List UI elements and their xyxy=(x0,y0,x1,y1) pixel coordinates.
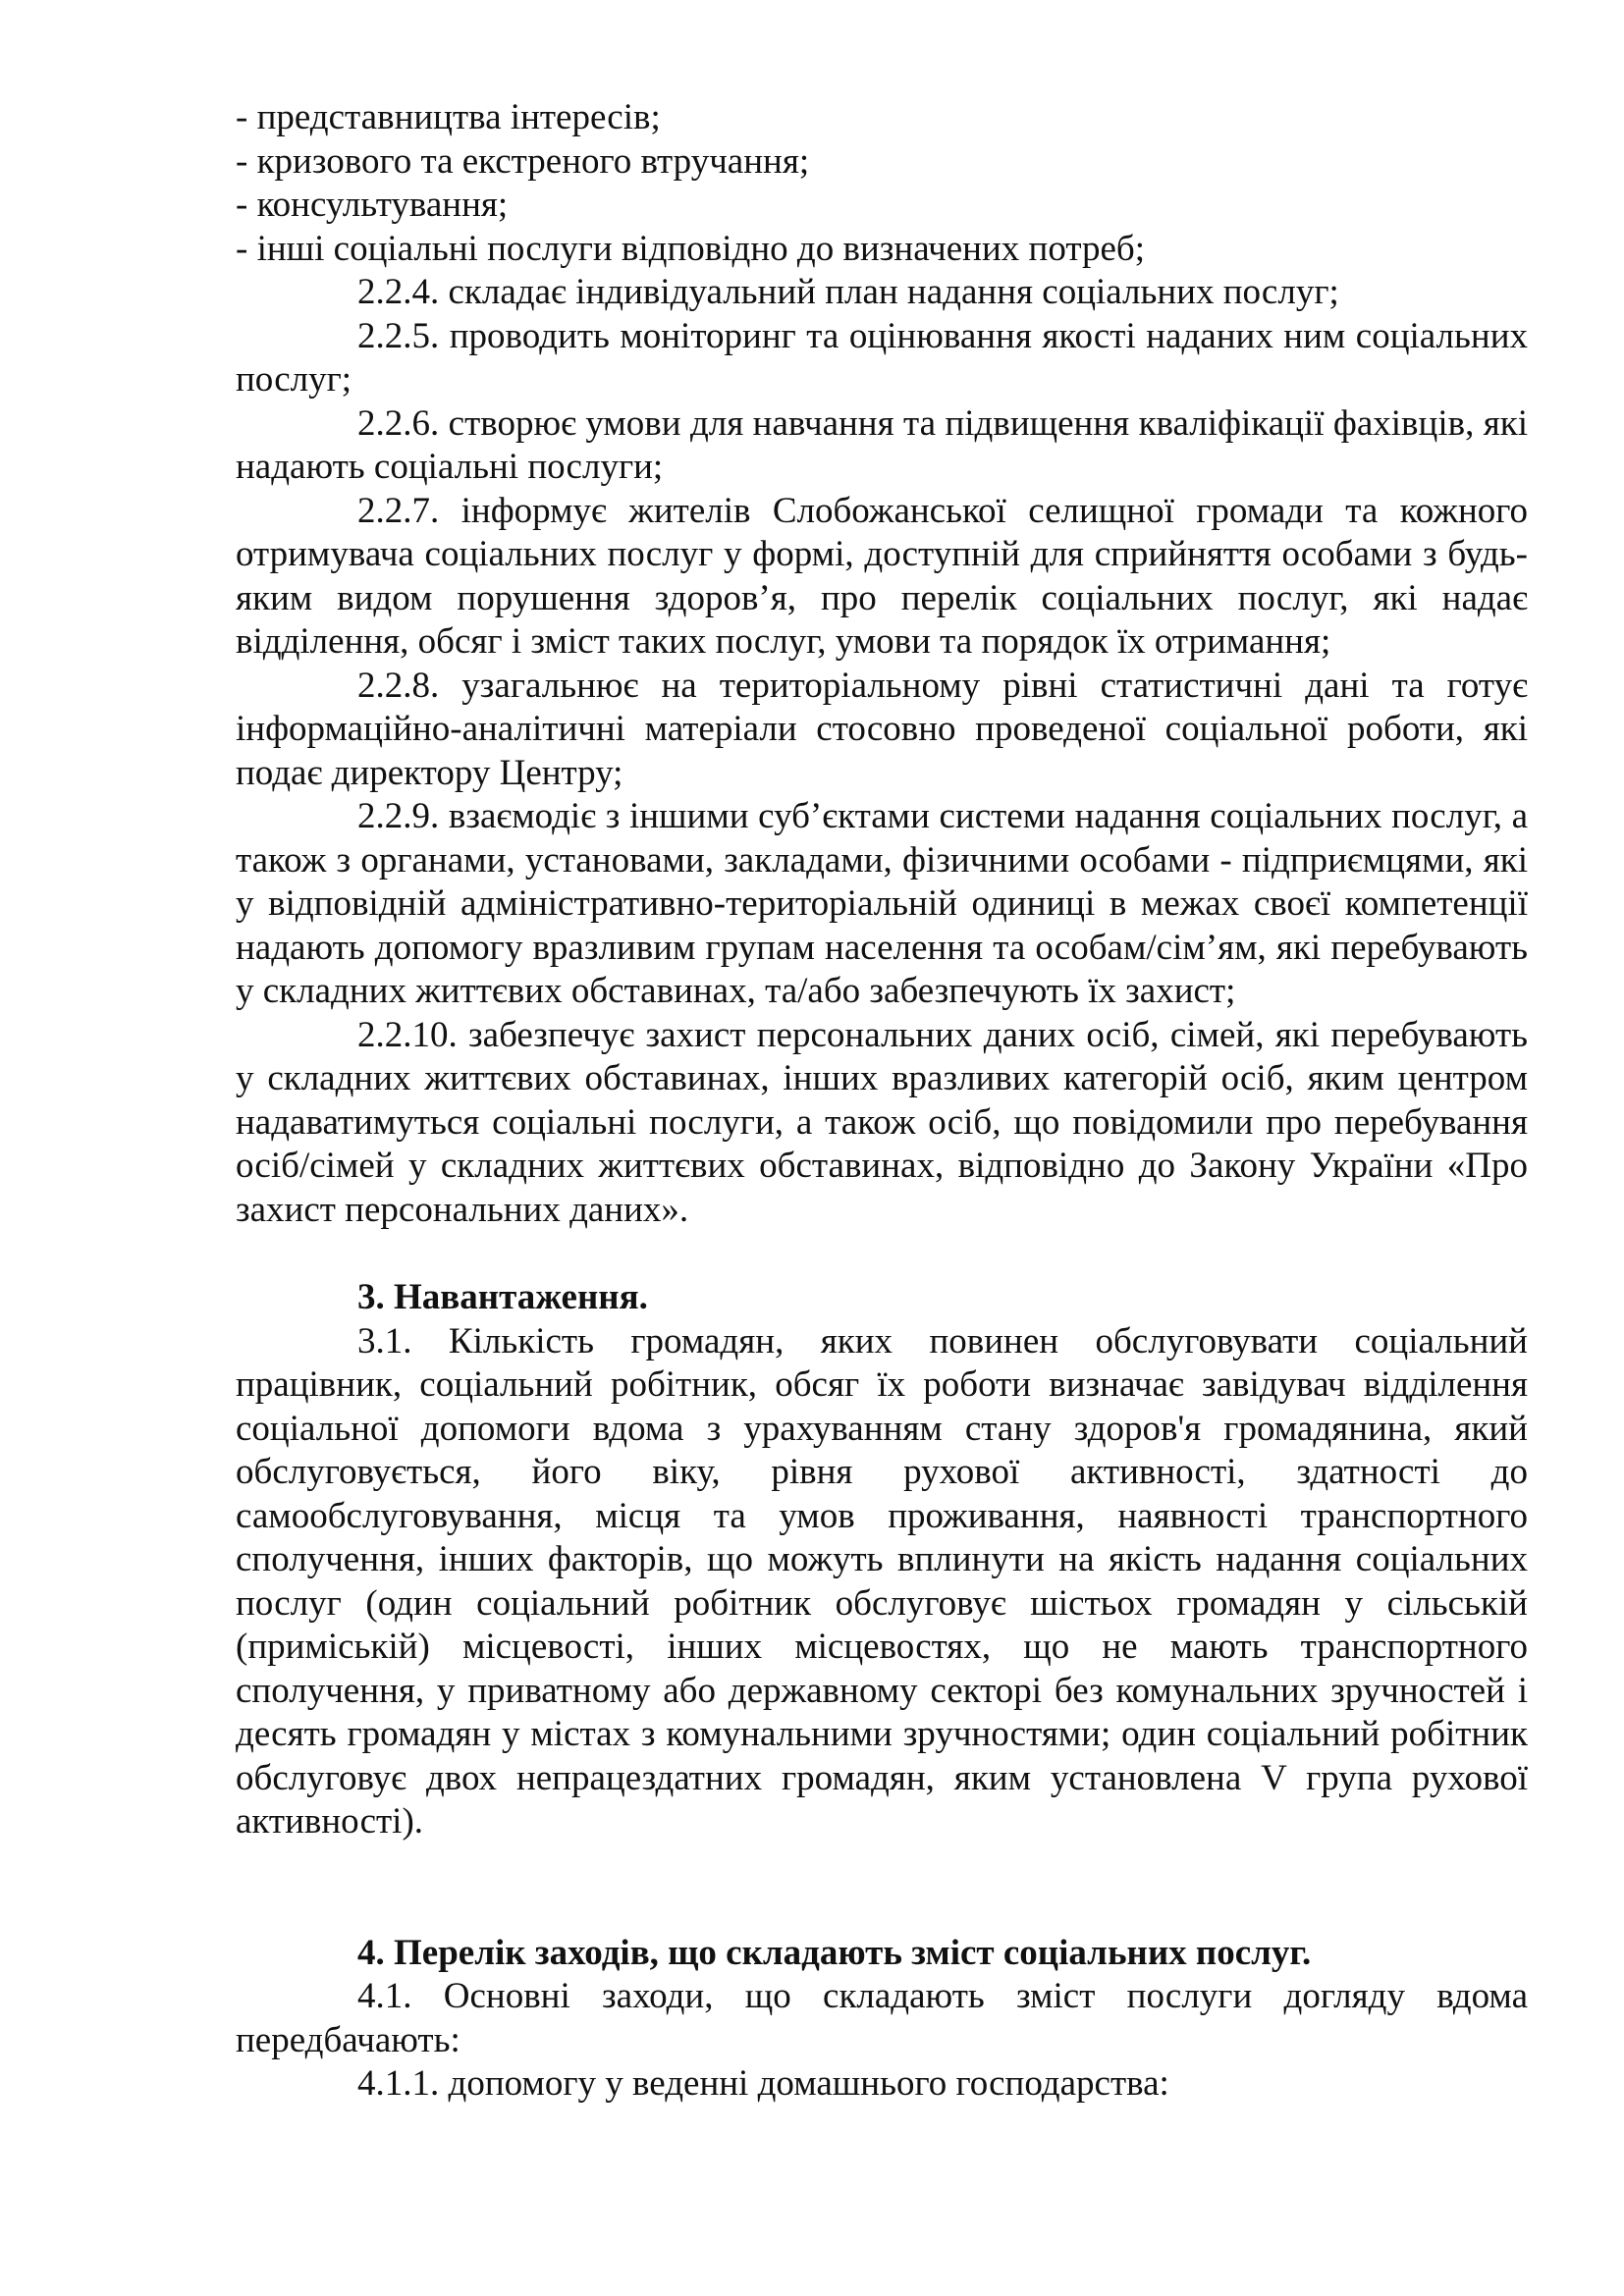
list-item: - представництва інтересів; xyxy=(236,97,661,137)
document-page xyxy=(236,96,1528,2107)
clause-2-2-7: 2.2.7. інформує жителів Слобожанської селищної громади та кожного отримувача соціальних послуг у формі, доступній для сприйняття особами з будь-яким видом порушення здоров’я, про перелік соціальних послуг, які надає відділення, обсяг і зміст таких послуг, умови та порядок їх отримання; xyxy=(236,490,1528,662)
section-3-heading: 3. Навантаження. xyxy=(357,1277,648,1317)
clause-4-1-1: 4.1.1. допомогу у веденні домашнього господарства: xyxy=(357,2063,1169,2104)
clause-2-2-6: 2.2.6. створює умови для навчання та підвищення кваліфікації фахівців, які надають соціальні послуги; xyxy=(236,402,1528,487)
list-item: - кризового та екстреного втручання; xyxy=(236,140,810,182)
list-item: - консультування; xyxy=(236,185,509,225)
section-spacer xyxy=(236,1844,1528,1932)
clause-2-2-9: 2.2.9. взаємодіє з іншими суб’єктами системи надання соціальних послуг, а також з органами, установами, закладами, фізичними особами - підприємцями, які у відповідній адміністративно-територіальній одиниці в межах своєї компетенції надають допомогу вразливим групам населення та особам/сім’ям, які перебувають у складних життєвих обставинах, та/або забезпечують їх захист; xyxy=(236,796,1528,1011)
clause-4-1: 4.1. Основні заходи, що складають зміст послуги догляду вдома передбачають: xyxy=(236,1976,1528,2060)
clause-2-2-8: 2.2.8. узагальнює на територіальному рівні статистичні дані та готує інформаційно-аналітичні матеріали стосовно проведеної соціальної роботи, які подає директору Центру; xyxy=(236,665,1528,793)
list-item: - інші соціальні послуги відповідно до визначених потреб; xyxy=(236,228,1145,269)
clause-2-2-4: 2.2.4. складає індивідуальний план надання соціальних послуг; xyxy=(357,272,1339,312)
clause-2-2-10: 2.2.10. забезпечує захист персональних даних осіб, сімей, які перебувають у складних життєвих обставинах, інших вразливих категорій осіб, яким центром надаватимуться соціальні послуги, а також осіб, що повідомили про перебування осіб/сімей у складних життєвих обставинах, відповідно до Закону України «Про захист персональних даних». xyxy=(236,1014,1528,1230)
section-spacer xyxy=(236,1232,1528,1276)
section-4-heading: 4. Перелік заходів, що складають зміст соціальних послуг. xyxy=(357,1932,1312,1973)
clause-3-1: 3.1. Кількість громадян, яких повинен обслуговувати соціальний працівник, соціальний робітник, обсяг їх роботи визначає завідувач відділення соціальної допомоги вдома з урахуванням стану здоров'я громадянина, який обслуговується, його віку, рівня рухової активності, здатності до самообслуговування, місця та умов проживання, наявності транспортного сполучення, інших факторів, що можуть вплинути на якість надання соціальних послуг (один соціальний робітник обслуговує шістьох громадян у сільській (приміській) місцевості, інших місцевостях, що не мають транспортного сполучення, у приватному або державному секторі без комунальних зручностей і десять громадян у містах з комунальними зручностями; один соціальний робітник обслуговує двох непрацездатних громадян, яким установлена V група рухової активності). xyxy=(236,1320,1528,1842)
clause-2-2-5: 2.2.5. проводить моніторинг та оцінювання якості наданих ним соціальних послуг; xyxy=(236,315,1528,400)
